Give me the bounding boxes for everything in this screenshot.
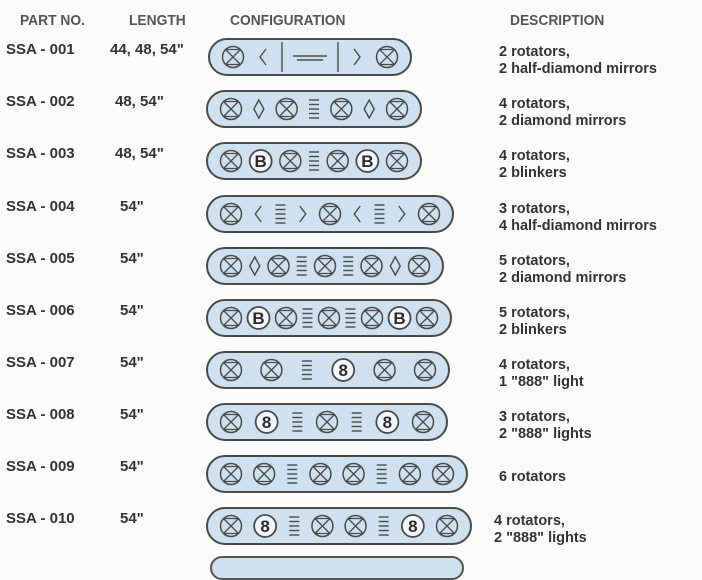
part-number: SSA - 010 (6, 510, 75, 527)
part-length: 54" (120, 354, 144, 371)
light-888-icon (332, 359, 354, 381)
description-line-2: 2 diamond mirrors (499, 113, 627, 129)
part-length: 54" (120, 406, 144, 423)
description-line-1: 4 rotators, (499, 96, 570, 112)
configuration-tube (206, 351, 450, 389)
part-description (499, 409, 592, 443)
configuration-tube (208, 38, 412, 76)
description-line-1: 4 rotators, (499, 357, 570, 373)
part-length: 54" (120, 302, 144, 319)
part-row (0, 507, 702, 559)
part-number: SSA - 007 (6, 354, 75, 371)
svg-text:8: 8 (408, 517, 418, 536)
description-line-1: 5 rotators, (499, 253, 570, 269)
configuration-tube (206, 90, 422, 128)
part-length: 54" (120, 250, 144, 267)
description-line-1: 5 rotators, (499, 305, 570, 321)
light-tube-outline (209, 39, 411, 75)
description-line-2: 2 blinkers (499, 165, 567, 181)
part-length: 54" (120, 510, 144, 527)
description-line-1: 3 rotators, (499, 201, 570, 217)
description-line-1: 6 rotators (499, 469, 566, 485)
part-length: 48, 54" (115, 145, 164, 162)
part-row (0, 247, 702, 299)
light-888-icon (402, 515, 424, 537)
part-description (499, 305, 570, 339)
description-line-2: 2 half-diamond mirrors (499, 61, 657, 77)
part-length: 44, 48, 54" (110, 41, 184, 58)
part-description (499, 201, 657, 235)
svg-text:8: 8 (261, 413, 272, 432)
part-description (499, 44, 657, 78)
configuration-tube (206, 507, 472, 545)
description-line-2: 1 "888" light (499, 374, 584, 390)
light-888-icon (254, 515, 276, 537)
header-description: DESCRIPTION (510, 12, 605, 29)
configuration-tube (206, 142, 422, 180)
part-number: SSA - 002 (6, 93, 75, 110)
light-tube-outline (207, 456, 467, 492)
part-row (0, 351, 702, 403)
description-line-2: 2 "888" lights (499, 426, 592, 442)
part-row (0, 142, 702, 194)
description-line-2: 4 half-diamond mirrors (499, 218, 657, 234)
svg-text:8: 8 (260, 517, 270, 536)
svg-text:8: 8 (382, 413, 393, 432)
part-description (499, 469, 566, 486)
description-line-2: 2 blinkers (499, 322, 567, 338)
svg-text:B: B (254, 152, 267, 171)
part-length: 54" (120, 198, 144, 215)
part-number: SSA - 006 (6, 302, 75, 319)
part-description (494, 513, 587, 547)
blinker-icon (356, 150, 378, 172)
blinker-icon (250, 150, 272, 172)
svg-text:B: B (393, 309, 406, 328)
blinker-icon (389, 307, 411, 329)
blinker-icon (248, 307, 270, 329)
part-number: SSA - 008 (6, 406, 75, 423)
configuration-tube (206, 195, 454, 233)
light-888-icon (376, 411, 398, 433)
light-tube-outline (207, 508, 471, 544)
part-description (499, 148, 570, 182)
part-row (0, 90, 702, 142)
light-888-icon (256, 411, 278, 433)
svg-text:8: 8 (338, 361, 348, 380)
part-row (0, 299, 702, 351)
configuration-tube (206, 247, 444, 285)
part-row (0, 195, 702, 247)
part-length: 48, 54" (115, 93, 164, 110)
part-row (0, 38, 702, 90)
description-line-2: 2 diamond mirrors (499, 270, 627, 286)
part-length: 54" (120, 458, 144, 475)
part-number: SSA - 005 (6, 250, 75, 267)
part-row (0, 403, 702, 455)
svg-text:B: B (252, 309, 265, 328)
header-part-no: PART NO. (20, 12, 85, 29)
part-description (499, 96, 626, 130)
description-line-1: 2 rotators, (499, 44, 570, 60)
configuration-tube (206, 299, 452, 337)
header-configuration: CONFIGURATION (230, 12, 346, 29)
light-tube-outline (207, 352, 449, 388)
part-number: SSA - 004 (6, 198, 75, 215)
description-line-1: 4 rotators, (499, 148, 570, 164)
svg-text:B: B (361, 152, 374, 171)
part-description (499, 357, 584, 391)
part-number: SSA - 003 (6, 145, 75, 162)
description-line-1: 3 rotators, (499, 409, 570, 425)
part-row (0, 455, 702, 507)
header-length: LENGTH (129, 12, 186, 29)
configuration-tube (206, 455, 468, 493)
part-description (499, 253, 626, 287)
configuration-tube (206, 403, 448, 441)
part-number: SSA - 001 (6, 41, 75, 58)
part-number: SSA - 009 (6, 458, 75, 475)
description-line-2: 2 "888" lights (494, 530, 587, 546)
description-line-1: 4 rotators, (494, 513, 565, 529)
next-row-tube-partial (210, 556, 464, 580)
